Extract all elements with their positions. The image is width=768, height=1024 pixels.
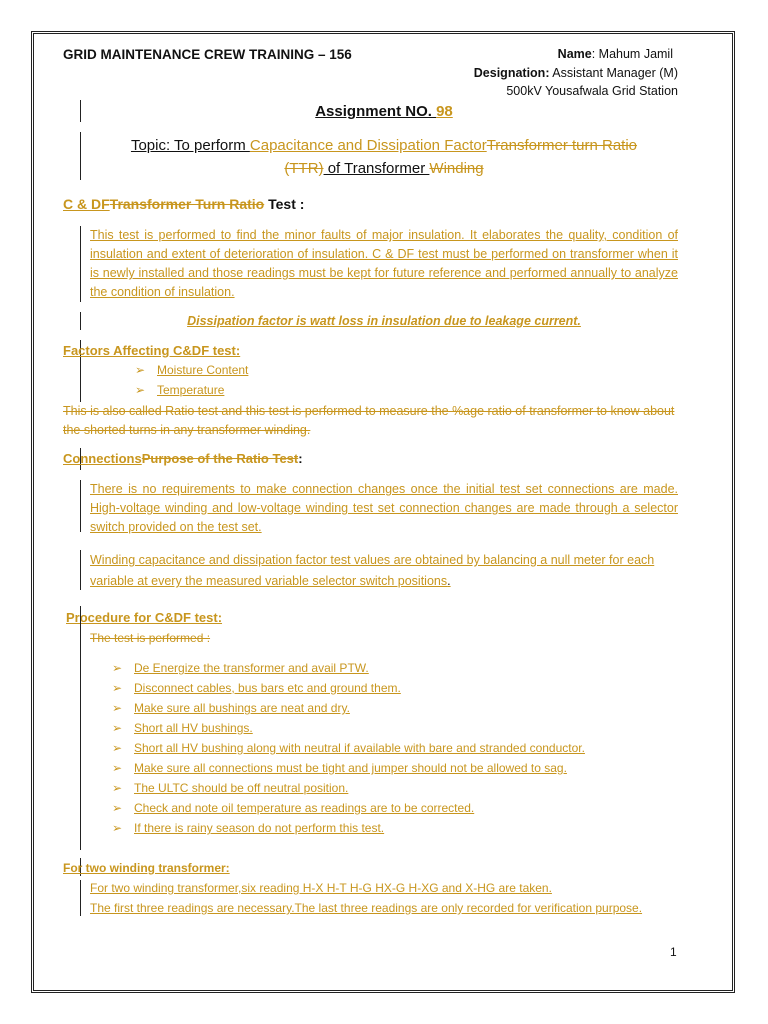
connections-heading-suffix: : xyxy=(298,451,303,466)
arrow-bullet-icon: ➢ xyxy=(112,801,123,815)
procedure-step: ➢ Make sure all connections must be tight and jumper should not be allowed to sag. xyxy=(112,761,567,775)
connections-heading-deleted: Purpose of the Ratio Test xyxy=(141,451,299,466)
test-heading-suffix: Test : xyxy=(264,196,305,212)
name-line xyxy=(558,47,673,61)
factors-heading: Factors Affecting C&DF test: xyxy=(63,343,241,358)
assignment-label: Assignment NO. xyxy=(315,103,437,120)
procedure-step: ➢ If there is rainy season do not perform this test. xyxy=(112,821,385,835)
two-winding-heading: For two winding transformer: xyxy=(63,861,230,875)
arrow-bullet-icon: ➢ xyxy=(135,383,146,397)
intro-paragraph: This test is performed to find the minor faults of major insulation. It elaborates the quality, condition of insulation and extent of deterioration of insulation. C & DF test must be performed on transformer when it is newly installed and those readings must be kept for future reference and performed annually to analyze the condition of insulation. xyxy=(90,228,678,299)
name-label: Name xyxy=(557,47,592,61)
change-bar xyxy=(80,606,81,632)
deleted-paragraph: This is also called Ratio test and this test is performed to measure the %age ratio of transformer to know about the shorted turns in any transformer winding. xyxy=(63,404,675,437)
test-heading xyxy=(63,196,304,212)
change-bar xyxy=(80,226,81,302)
procedure-step: ➢ De Energize the transformer and avail PTW. xyxy=(112,661,369,675)
topic-line-2 xyxy=(0,160,768,177)
arrow-bullet-icon: ➢ xyxy=(112,701,123,715)
connections-paragraph-1: There is no requirements to make connection changes once the initial test set connections are made. High-voltage winding and low-voltage winding test set connection changes are made through a selector switch provided on the test set. xyxy=(90,482,678,534)
topic-line-1 xyxy=(0,137,768,154)
test-heading-inserted: C & DF xyxy=(63,196,110,212)
arrow-bullet-icon: ➢ xyxy=(135,363,146,377)
name-value: : Mahum Jamil xyxy=(591,47,673,61)
topic-prefix: Topic: To perform xyxy=(130,137,250,154)
connections-heading-inserted: Connections xyxy=(63,451,142,466)
two-winding-line-1: For two winding transformer,six reading H-X H-T H-G HX-G H-XG and X-HG are taken. xyxy=(90,881,552,895)
topic-inserted: Capacitance and Dissipation Factor xyxy=(249,137,487,154)
designation-line xyxy=(474,66,678,80)
connections-paragraph-2: Winding capacitance and dissipation factor test values are obtained by balancing a null meter for each variable at every the measured variable selector switch positions. xyxy=(90,553,655,588)
course-title: GRID MAINTENANCE CREW TRAINING – 156 xyxy=(63,47,352,62)
factor-item: ➢ Temperature xyxy=(135,383,225,397)
procedure-step: ➢ The ULTC should be off neutral position. xyxy=(112,781,349,795)
arrow-bullet-icon: ➢ xyxy=(112,681,123,695)
arrow-bullet-icon: ➢ xyxy=(112,661,123,675)
test-heading-deleted: Transformer Turn Ratio xyxy=(109,196,265,212)
change-bar xyxy=(80,550,81,590)
station-line: 500kV Yousafwala Grid Station xyxy=(506,84,678,98)
procedure-step: ➢ Short all HV bushing along with neutral if available with bare and stranded conductor. xyxy=(112,741,585,755)
topic-deleted-ttr: (TTR) xyxy=(284,160,324,177)
procedure-step: ➢ Make sure all bushings are neat and dry. xyxy=(112,701,350,715)
designation-value: Assistant Manager (M) xyxy=(549,66,678,80)
connections-heading xyxy=(63,451,303,466)
assignment-title xyxy=(0,103,768,120)
procedure-step: ➢ Check and note oil temperature as readings are to be corrected. xyxy=(112,801,475,815)
page-number: 1 xyxy=(670,945,677,959)
factor-item: ➢ Moisture Content xyxy=(135,363,249,377)
change-bar xyxy=(80,880,81,916)
definition: Dissipation factor is watt loss in insulation due to leakage current. xyxy=(187,314,581,328)
arrow-bullet-icon: ➢ xyxy=(112,741,123,755)
procedure-step: ➢ Short all HV bushings. xyxy=(112,721,253,735)
procedure-heading: Procedure for C&DF test: xyxy=(66,610,223,625)
arrow-bullet-icon: ➢ xyxy=(112,821,123,835)
designation-label: Designation: xyxy=(473,66,550,80)
change-bar xyxy=(80,480,81,532)
arrow-bullet-icon: ➢ xyxy=(112,761,123,775)
two-winding-line-2: The first three readings are necessary.The last three readings are only recorded for verification purpose. xyxy=(90,901,643,915)
topic-deleted: Transformer turn Ratio xyxy=(486,137,638,154)
arrow-bullet-icon: ➢ xyxy=(112,781,123,795)
topic-mid: of Transformer xyxy=(323,160,430,177)
procedure-deleted-intro: The test is performed : xyxy=(90,631,211,645)
change-bar xyxy=(80,630,81,850)
procedure-step: ➢ Disconnect cables, bus bars etc and ground them. xyxy=(112,681,401,695)
assignment-number: 98 xyxy=(436,103,453,120)
arrow-bullet-icon: ➢ xyxy=(112,721,123,735)
topic-deleted-winding: Winding xyxy=(429,160,484,177)
